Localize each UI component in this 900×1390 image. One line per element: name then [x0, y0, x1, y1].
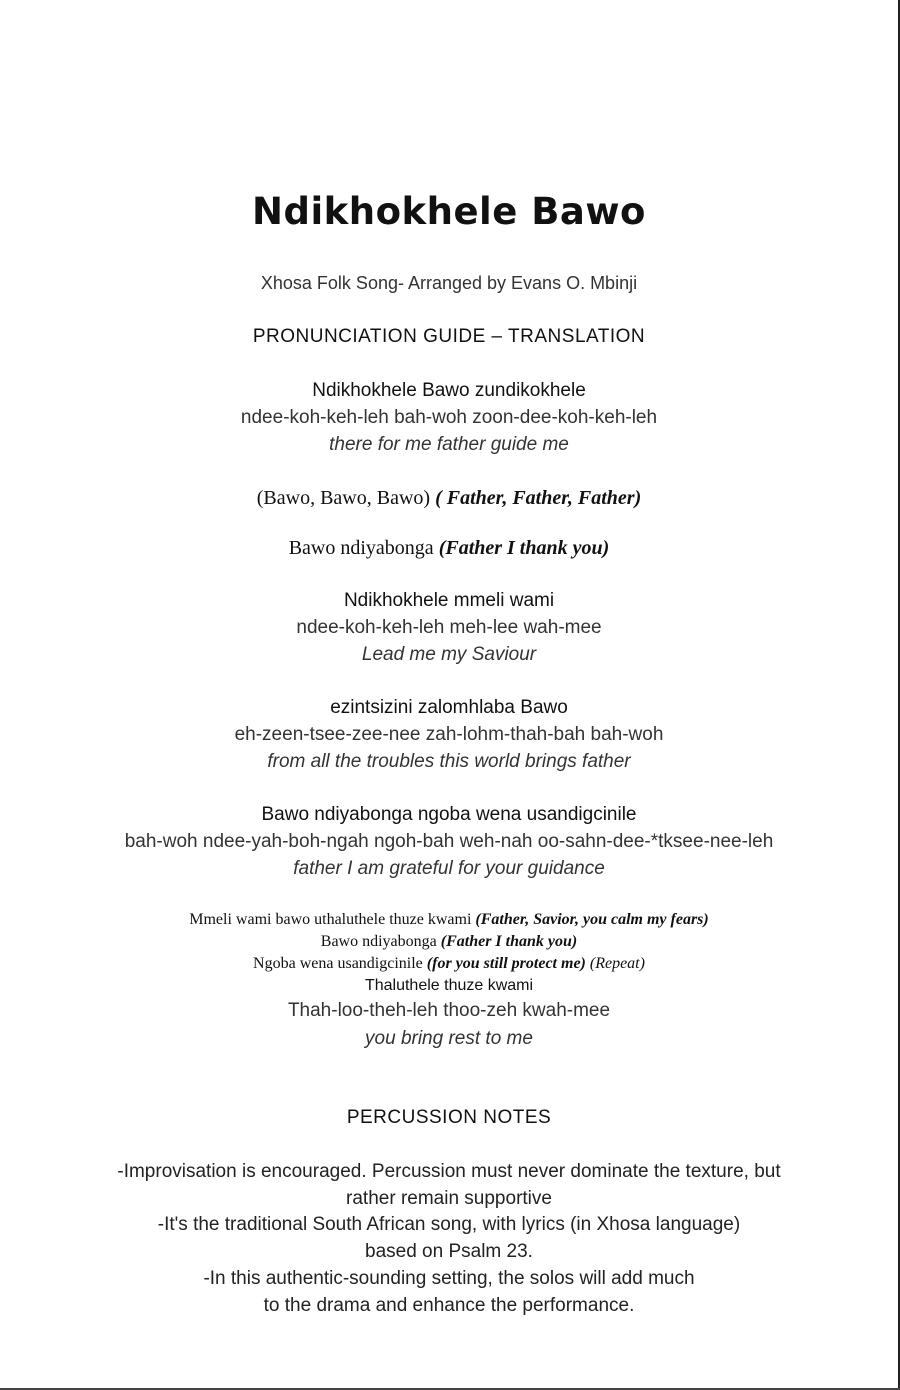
note-line: -Improvisation is encouraged. Percussion must never dominate the texture, but	[117, 1161, 781, 1182]
note-line: rather remain supportive	[346, 1188, 552, 1209]
verse1-xhosa: Ndikhokhele Bawo zundikokhele	[312, 380, 586, 401]
block-line3-translation: (for you still protect me)	[426, 955, 586, 972]
note-line: -It's the traditional South African song, with lyrics (in Xhosa language)	[157, 1214, 741, 1235]
block-translation: you bring rest to me	[365, 1028, 533, 1049]
verse2-translation: Lead me my Saviour	[361, 644, 537, 665]
verse4-pronunciation: bah-woh ndee-yah-boh-ngah ngoh-bah weh-nah oo-sahn-dee-*tksee-nee-leh	[124, 831, 774, 852]
pronunciation-guide-heading: PRONUNCIATION GUIDE – TRANSLATION	[252, 326, 646, 347]
block-line1-xhosa: Mmeli wami bawo uthaluthele thuze kwami	[189, 911, 476, 928]
block-pronunciation: Thah-loo-theh-leh thoo-zeh kwah-mee	[287, 1000, 611, 1021]
verse4-translation: father I am grateful for your guidance	[293, 858, 605, 879]
verse4-xhosa: Bawo ndiyabonga ngoba wena usandigcinile	[261, 804, 637, 825]
verse3-translation: from all the troubles this world brings father	[267, 751, 631, 772]
block-line3	[0, 955, 898, 973]
block-line1	[0, 911, 898, 929]
block-line2-xhosa: Bawo ndiyabonga	[320, 933, 441, 950]
bawo-line-xhosa: (Bawo, Bawo, Bawo)	[256, 487, 436, 509]
block-line2-translation: (Father I thank you)	[440, 933, 578, 950]
verse3-pronunciation: eh-zeen-tsee-zee-nee zah-lohm-thah-bah bah-woh	[234, 724, 664, 745]
page-title: Ndikhokhele Bawo	[252, 190, 646, 233]
verse1-pronunciation: ndee-koh-keh-leh bah-woh zoon-dee-koh-keh-leh	[240, 407, 658, 428]
bawo-line	[0, 487, 898, 510]
thank-line-translation: (Father I thank you)	[438, 537, 610, 559]
verse3-xhosa: ezintsizini zalomhlaba Bawo	[330, 697, 568, 718]
verse2-pronunciation: ndee-koh-keh-leh meh-lee wah-mee	[296, 617, 602, 638]
thank-line	[0, 537, 898, 560]
block-line2	[0, 933, 898, 951]
song-subtitle: Xhosa Folk Song- Arranged by Evans O. Mbinji	[260, 273, 638, 293]
bawo-line-translation: ( Father, Father, Father)	[435, 487, 642, 509]
verse1-translation: there for me father guide me	[329, 434, 569, 455]
note-line: based on Psalm 23.	[365, 1241, 533, 1262]
repeat-marker: (Repeat)	[585, 955, 645, 972]
note-line: to the drama and enhance the performance.	[263, 1295, 635, 1316]
percussion-notes-heading: PERCUSSION NOTES	[346, 1107, 552, 1128]
note-line: -In this authentic-sounding setting, the solos will add much	[203, 1268, 695, 1289]
verse2-xhosa: Ndikhokhele mmeli wami	[343, 590, 555, 611]
block-line3-xhosa: Ngoba wena usandigcinile	[253, 955, 427, 972]
block-line4-xhosa: Thaluthele thuze kwami	[364, 977, 534, 994]
thank-line-xhosa: Bawo ndiyabonga	[288, 537, 439, 559]
block-line1-translation: (Father, Savior, you calm my fears)	[475, 911, 709, 928]
